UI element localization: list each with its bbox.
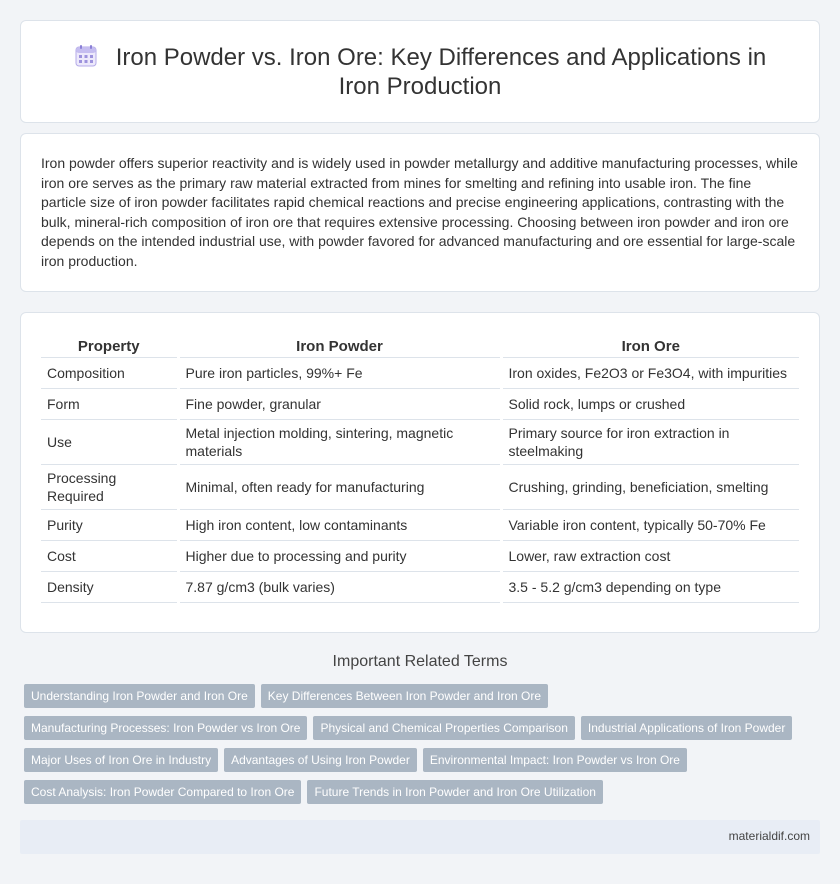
related-term-tag[interactable]: Manufacturing Processes: Iron Powder vs Iron Ore xyxy=(24,716,307,740)
related-term-tag[interactable]: Cost Analysis: Iron Powder Compared to Iron Ore xyxy=(24,780,301,804)
footer xyxy=(20,820,820,854)
cell-iron-powder: Fine powder, granular xyxy=(178,388,501,419)
related-terms-heading: Important Related Terms xyxy=(332,653,508,670)
cell-iron-powder: 7.87 g/cm3 (bulk varies) xyxy=(178,571,501,602)
header-card xyxy=(20,20,820,123)
header-iron-powder: Iron Powder xyxy=(178,333,501,357)
cell-iron-powder: Metal injection molding, sintering, magnetic materials xyxy=(178,419,501,464)
cell-property: Density xyxy=(41,571,178,602)
tag-row xyxy=(24,684,814,708)
related-term-tag[interactable]: Physical and Chemical Properties Comparison xyxy=(313,716,574,740)
cell-property: Processing Required xyxy=(41,464,178,509)
intro-paragraph: Iron powder offers superior reactivity and is widely used in powder metallurgy and additive manufacturing processes, while iron ore serves as the primary raw material extracted from mines for smelting and refining into usable iron. The fine particle size of iron powder facilitates rapid chemical reactions and precise engineering applications, contrasting with the bulk, mineral-rich composition of iron ore that requires extensive processing. Choosing between iron powder and iron ore depends on the intended industrial use, with powder favored for advanced manufacturing and ore essential for large-scale iron production. xyxy=(41,155,798,269)
cell-iron-ore: Lower, raw extraction cost xyxy=(501,540,799,571)
cell-property: Form xyxy=(41,388,178,419)
footer-site-link[interactable]: materialdif.com xyxy=(728,829,810,843)
cell-iron-ore: Variable iron content, typically 50-70% Fe xyxy=(501,509,799,540)
related-term-tag[interactable]: Key Differences Between Iron Powder and Iron Ore xyxy=(261,684,548,708)
tag-row xyxy=(24,716,814,740)
cell-iron-ore: 3.5 - 5.2 g/cm3 depending on type xyxy=(501,571,799,602)
related-terms-list xyxy=(24,684,814,812)
comparison-table-card xyxy=(20,312,820,633)
cell-property: Purity xyxy=(41,509,178,540)
cell-iron-powder: High iron content, low contaminants xyxy=(178,509,501,540)
cell-iron-powder: Pure iron particles, 99%+ Fe xyxy=(178,357,501,388)
cell-iron-ore: Crushing, grinding, beneficiation, smelting xyxy=(501,464,799,509)
page-title: Iron Powder vs. Iron Ore: Key Differences and Applications in Iron Production xyxy=(115,44,767,100)
related-term-tag[interactable]: Industrial Applications of Iron Powder xyxy=(581,716,792,740)
calendar-icon xyxy=(74,44,98,68)
tag-row xyxy=(24,780,814,804)
table-row xyxy=(41,464,799,509)
table-row xyxy=(41,540,799,571)
cell-iron-ore: Iron oxides, Fe2O3 or Fe3O4, with impurities xyxy=(501,357,799,388)
related-term-tag[interactable]: Major Uses of Iron Ore in Industry xyxy=(24,748,218,772)
cell-iron-powder: Minimal, often ready for manufacturing xyxy=(178,464,501,509)
cell-property: Composition xyxy=(41,357,178,388)
related-term-tag[interactable]: Future Trends in Iron Powder and Iron Ore Utilization xyxy=(307,780,602,804)
header-iron-ore: Iron Ore xyxy=(501,333,799,357)
comparison-table xyxy=(41,333,799,603)
table-row xyxy=(41,509,799,540)
table-row xyxy=(41,357,799,388)
table-row xyxy=(41,419,799,464)
cell-iron-ore: Primary source for iron extraction in steelmaking xyxy=(501,419,799,464)
intro-card xyxy=(20,133,820,292)
table-row xyxy=(41,388,799,419)
cell-iron-powder: Higher due to processing and purity xyxy=(178,540,501,571)
cell-property: Cost xyxy=(41,540,178,571)
tag-row xyxy=(24,748,814,772)
table-row xyxy=(41,571,799,602)
related-term-tag[interactable]: Understanding Iron Powder and Iron Ore xyxy=(24,684,255,708)
related-term-tag[interactable]: Environmental Impact: Iron Powder vs Iron Ore xyxy=(423,748,687,772)
table-header-row xyxy=(41,333,799,357)
cell-property: Use xyxy=(41,419,178,464)
header-property: Property xyxy=(41,333,178,357)
related-term-tag[interactable]: Advantages of Using Iron Powder xyxy=(224,748,417,772)
page-title-wrap xyxy=(21,43,819,101)
cell-iron-ore: Solid rock, lumps or crushed xyxy=(501,388,799,419)
